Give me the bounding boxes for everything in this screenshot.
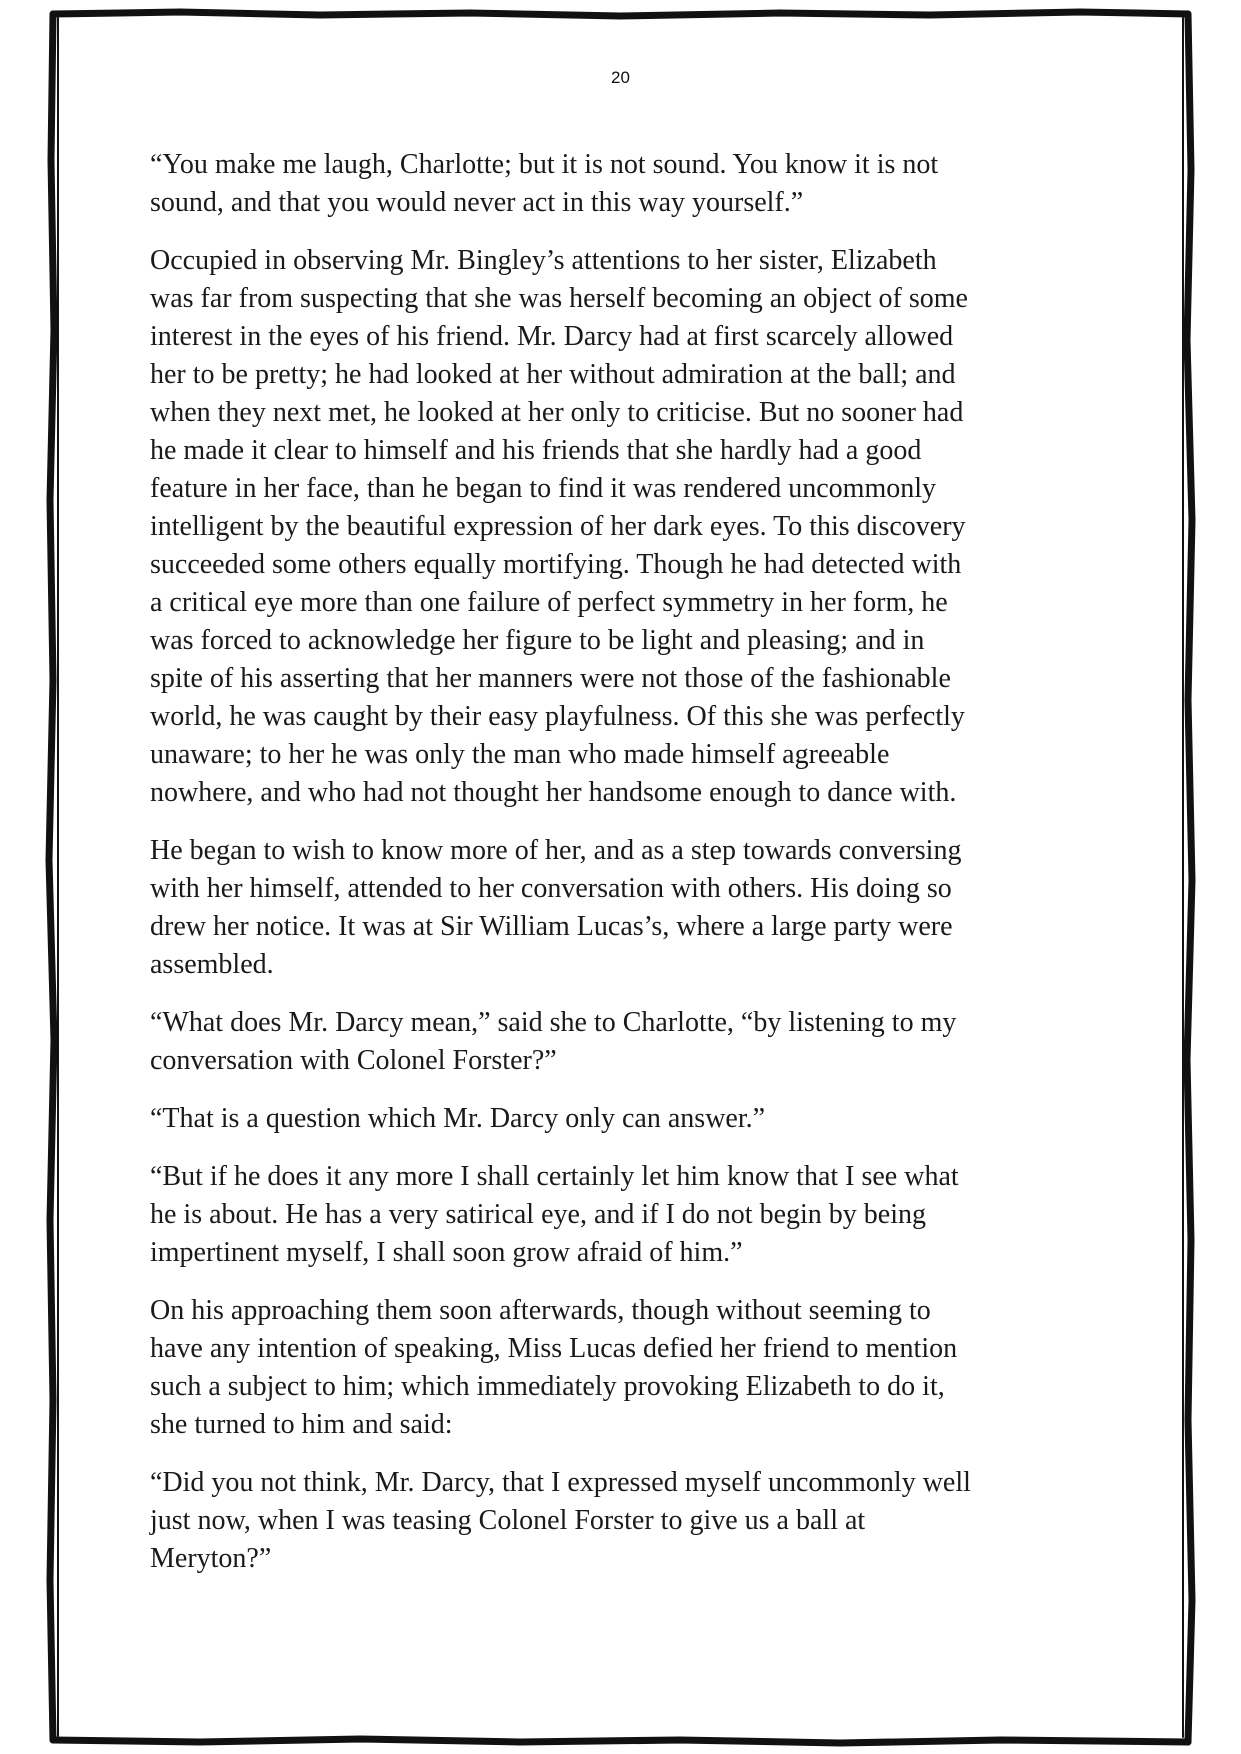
text-line: a critical eye more than one failure of perfect symmetry in her form, he (150, 587, 948, 618)
text-line: “But if he does it any more I shall certainly let him know that I see what (150, 1161, 959, 1192)
text-line: Occupied in observing Mr. Bingley’s attentions to her sister, Elizabeth (150, 245, 937, 276)
text-line: such a subject to him; which immediately provoking Elizabeth to do it, (150, 1371, 945, 1402)
page-number: 20 (611, 68, 630, 87)
text-line: “You make me laugh, Charlotte; but it is not sound. You know it is not (150, 149, 939, 180)
text-line: “What does Mr. Darcy mean,” said she to Charlotte, “by listening to my (150, 1007, 957, 1038)
text-line: unaware; to her he was only the man who made himself agreeable (150, 739, 890, 770)
text-line: He began to wish to know more of her, and as a step towards conversing (150, 835, 962, 866)
text-line: “That is a question which Mr. Darcy only can answer.” (150, 1103, 766, 1134)
text-line: assembled. (150, 949, 274, 980)
paragraph (150, 1464, 1095, 1578)
text-line: he is about. He has a very satirical eye, and if I do not begin by being (150, 1199, 926, 1230)
text-line: with her himself, attended to her conversation with others. His doing so (150, 873, 952, 904)
text-line: her to be pretty; he had looked at her without admiration at the ball; and (150, 359, 956, 390)
text-line: he made it clear to himself and his friends that she hardly had a good (150, 435, 922, 466)
text-line: succeeded some others equally mortifying. Though he had detected with (150, 549, 962, 580)
paragraph (150, 1100, 1095, 1138)
text-line: feature in her face, than he began to find it was rendered uncommonly (150, 473, 937, 504)
text-line: “Did you not think, Mr. Darcy, that I expressed myself uncommonly well (150, 1467, 971, 1498)
text-line: just now, when I was teasing Colonel Forster to give us a ball at (150, 1505, 866, 1536)
body-text (150, 146, 1095, 1598)
text-line: was far from suspecting that she was herself becoming an object of some (150, 283, 968, 314)
text-line: spite of his asserting that her manners were not those of the fashionable (150, 663, 951, 694)
paragraph (150, 1292, 1095, 1444)
text-line: On his approaching them soon afterwards, though without seeming to (150, 1295, 931, 1326)
text-line: impertinent myself, I shall soon grow afraid of him.” (150, 1237, 743, 1268)
paragraph (150, 1004, 1095, 1080)
text-line: when they next met, he looked at her only to criticise. But no sooner had (150, 397, 964, 428)
text-line: interest in the eyes of his friend. Mr. Darcy had at first scarcely allowed (150, 321, 954, 352)
text-line: have any intention of speaking, Miss Lucas defied her friend to mention (150, 1333, 958, 1364)
text-line: intelligent by the beautiful expression of her dark eyes. To this discovery (150, 511, 966, 542)
paragraph (150, 242, 1095, 812)
text-line: she turned to him and said: (150, 1409, 453, 1440)
paragraph (150, 1158, 1095, 1272)
text-line: nowhere, and who had not thought her handsome enough to dance with. (150, 777, 957, 808)
text-line: Meryton?” (150, 1543, 272, 1574)
paragraph (150, 832, 1095, 984)
text-line: sound, and that you would never act in this way yourself.” (150, 187, 804, 218)
text-line: drew her notice. It was at Sir William Lucas’s, where a large party were (150, 911, 953, 942)
text-line: conversation with Colonel Forster?” (150, 1045, 557, 1076)
text-line: world, he was caught by their easy playfulness. Of this she was perfectly (150, 701, 965, 732)
text-line: was forced to acknowledge her figure to be light and pleasing; and in (150, 625, 925, 656)
paragraph (150, 146, 1095, 222)
